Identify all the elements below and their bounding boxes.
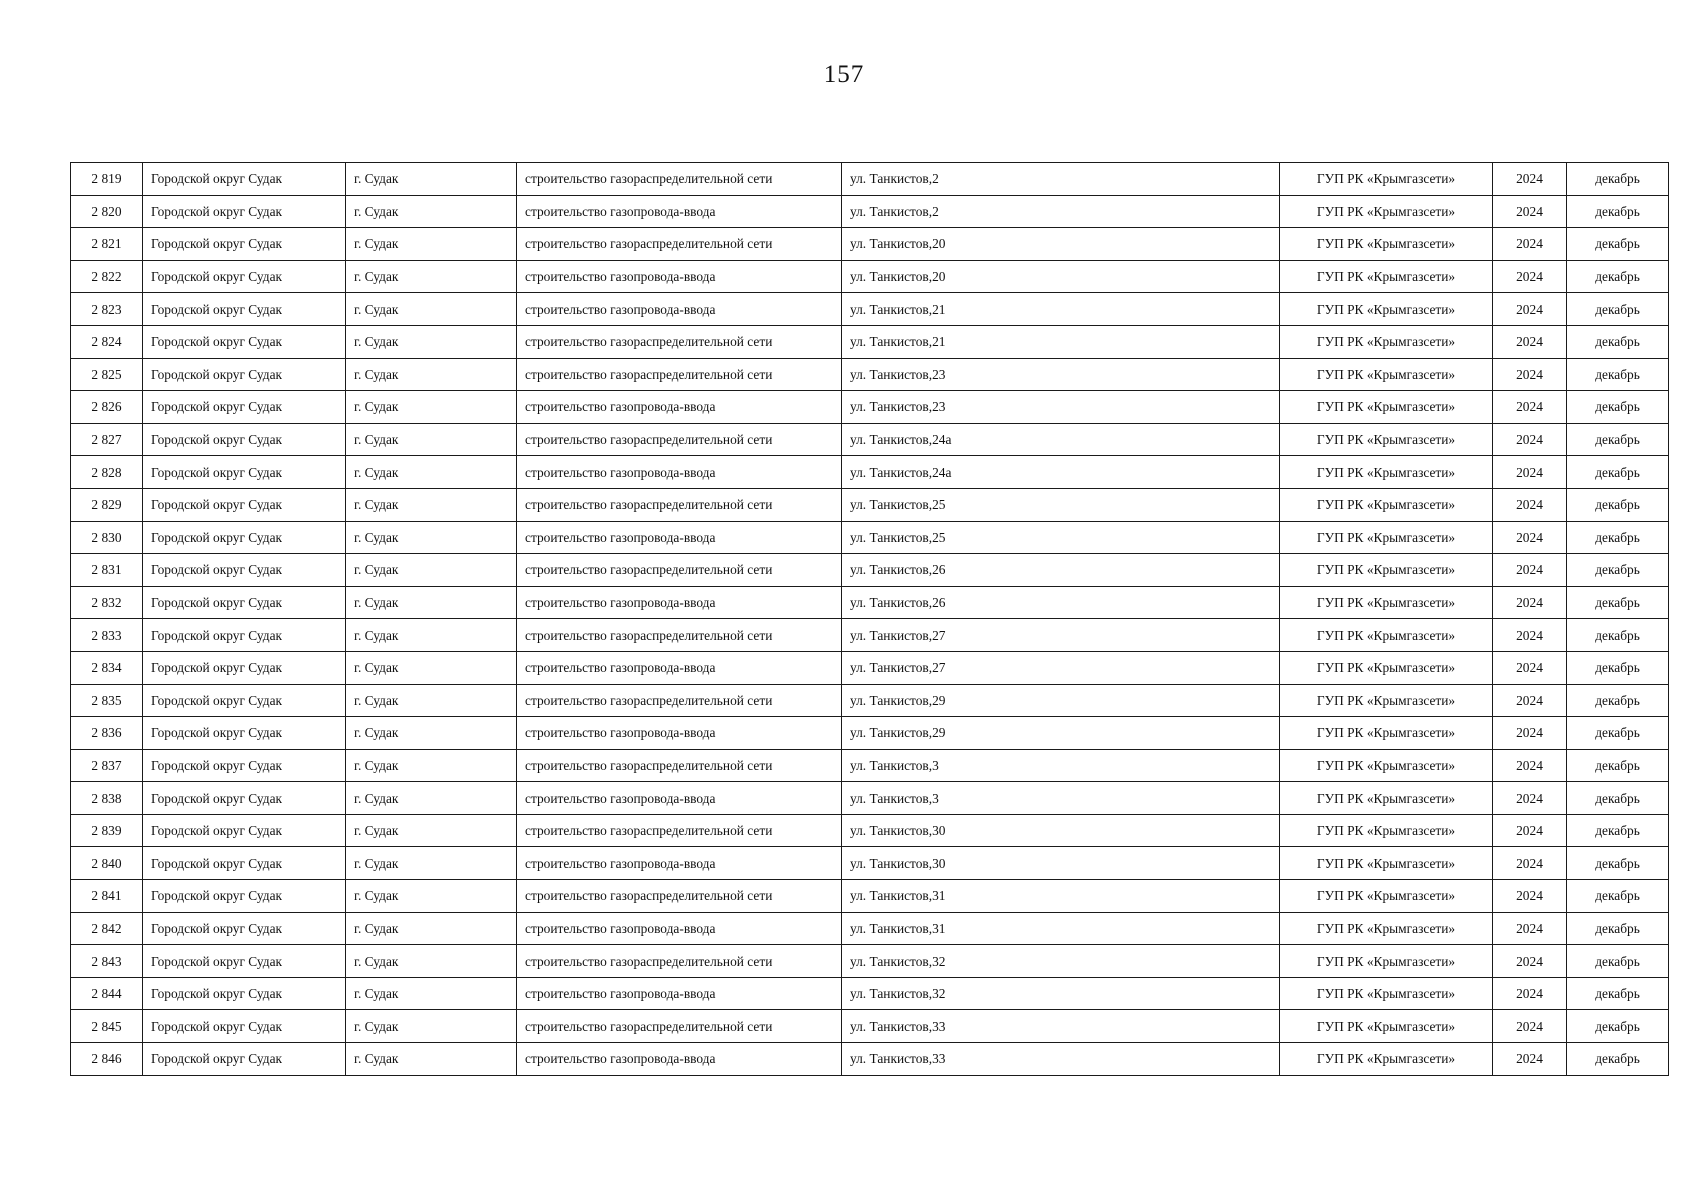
table-row [71, 684, 1669, 717]
district-cell: Городской округ Судак [143, 456, 346, 489]
year-cell: 2024 [1493, 912, 1567, 945]
table-row [71, 619, 1669, 652]
address-cell: ул. Танкистов,20 [842, 228, 1280, 261]
year-cell: 2024 [1493, 488, 1567, 521]
work-type-cell: строительство газораспределительной сети [517, 1010, 842, 1043]
address-cell: ул. Танкистов,3 [842, 749, 1280, 782]
table-row [71, 521, 1669, 554]
table-row [71, 977, 1669, 1010]
work-type-cell: строительство газопровода-ввода [517, 456, 842, 489]
table-row [71, 195, 1669, 228]
address-cell: ул. Танкистов,25 [842, 521, 1280, 554]
table-row [71, 586, 1669, 619]
organization-cell: ГУП РК «Крымгазсети» [1280, 358, 1493, 391]
district-cell: Городской округ Судак [143, 945, 346, 978]
organization-cell: ГУП РК «Крымгазсети» [1280, 195, 1493, 228]
district-cell: Городской округ Судак [143, 814, 346, 847]
address-cell: ул. Танкистов,23 [842, 358, 1280, 391]
month-cell: декабрь [1567, 782, 1669, 815]
settlement-cell: г. Судак [346, 880, 517, 913]
month-cell: декабрь [1567, 684, 1669, 717]
address-cell: ул. Танкистов,21 [842, 325, 1280, 358]
table-row [71, 163, 1669, 196]
month-cell: декабрь [1567, 651, 1669, 684]
settlement-cell: г. Судак [346, 456, 517, 489]
month-cell: декабрь [1567, 456, 1669, 489]
page-number: 157 [823, 61, 865, 88]
row-number-cell: 2 838 [71, 782, 143, 815]
table-row [71, 814, 1669, 847]
address-cell: ул. Танкистов,20 [842, 260, 1280, 293]
work-type-cell: строительство газопровода-ввода [517, 293, 842, 326]
organization-cell: ГУП РК «Крымгазсети» [1280, 684, 1493, 717]
work-type-cell: строительство газораспределительной сети [517, 163, 842, 196]
work-type-cell: строительство газораспределительной сети [517, 423, 842, 456]
work-type-cell: строительство газопровода-ввода [517, 586, 842, 619]
month-cell: декабрь [1567, 163, 1669, 196]
year-cell: 2024 [1493, 293, 1567, 326]
year-cell: 2024 [1493, 651, 1567, 684]
row-number-cell: 2 828 [71, 456, 143, 489]
table-row [71, 488, 1669, 521]
month-cell: декабрь [1567, 358, 1669, 391]
row-number-cell: 2 834 [71, 651, 143, 684]
month-cell: декабрь [1567, 880, 1669, 913]
district-cell: Городской округ Судак [143, 684, 346, 717]
address-cell: ул. Танкистов,33 [842, 1010, 1280, 1043]
district-cell: Городской округ Судак [143, 325, 346, 358]
work-type-cell: строительство газопровода-ввода [517, 977, 842, 1010]
table-row [71, 293, 1669, 326]
work-type-cell: строительство газопровода-ввода [517, 651, 842, 684]
year-cell: 2024 [1493, 814, 1567, 847]
address-cell: ул. Танкистов,2 [842, 163, 1280, 196]
settlement-cell: г. Судак [346, 912, 517, 945]
organization-cell: ГУП РК «Крымгазсети» [1280, 260, 1493, 293]
month-cell: декабрь [1567, 325, 1669, 358]
year-cell: 2024 [1493, 456, 1567, 489]
district-cell: Городской округ Судак [143, 651, 346, 684]
work-type-cell: строительство газораспределительной сети [517, 749, 842, 782]
settlement-cell: г. Судак [346, 1043, 517, 1076]
year-cell: 2024 [1493, 847, 1567, 880]
year-cell: 2024 [1493, 1010, 1567, 1043]
work-type-cell: строительство газораспределительной сети [517, 554, 842, 587]
year-cell: 2024 [1493, 619, 1567, 652]
row-number-cell: 2 832 [71, 586, 143, 619]
month-cell: декабрь [1567, 1043, 1669, 1076]
organization-cell: ГУП РК «Крымгазсети» [1280, 814, 1493, 847]
settlement-cell: г. Судак [346, 684, 517, 717]
settlement-cell: г. Судак [346, 488, 517, 521]
row-number-cell: 2 824 [71, 325, 143, 358]
address-cell: ул. Танкистов,27 [842, 651, 1280, 684]
organization-cell: ГУП РК «Крымгазсети» [1280, 586, 1493, 619]
row-number-cell: 2 822 [71, 260, 143, 293]
month-cell: декабрь [1567, 847, 1669, 880]
month-cell: декабрь [1567, 586, 1669, 619]
settlement-cell: г. Судак [346, 521, 517, 554]
address-cell: ул. Танкистов,30 [842, 847, 1280, 880]
month-cell: декабрь [1567, 619, 1669, 652]
month-cell: декабрь [1567, 293, 1669, 326]
year-cell: 2024 [1493, 554, 1567, 587]
table-row [71, 945, 1669, 978]
row-number-cell: 2 846 [71, 1043, 143, 1076]
address-cell: ул. Танкистов,3 [842, 782, 1280, 815]
table-row [71, 260, 1669, 293]
table-row [71, 847, 1669, 880]
district-cell: Городской округ Судак [143, 260, 346, 293]
table-row [71, 325, 1669, 358]
year-cell: 2024 [1493, 586, 1567, 619]
row-number-cell: 2 833 [71, 619, 143, 652]
year-cell: 2024 [1493, 749, 1567, 782]
year-cell: 2024 [1493, 163, 1567, 196]
month-cell: декабрь [1567, 717, 1669, 750]
organization-cell: ГУП РК «Крымгазсети» [1280, 880, 1493, 913]
district-cell: Городской округ Судак [143, 423, 346, 456]
month-cell: декабрь [1567, 423, 1669, 456]
table-row [71, 749, 1669, 782]
row-number-cell: 2 831 [71, 554, 143, 587]
work-type-cell: строительство газораспределительной сети [517, 358, 842, 391]
table-row [71, 1010, 1669, 1043]
district-cell: Городской округ Судак [143, 912, 346, 945]
year-cell: 2024 [1493, 782, 1567, 815]
row-number-cell: 2 845 [71, 1010, 143, 1043]
settlement-cell: г. Судак [346, 586, 517, 619]
organization-cell: ГУП РК «Крымгазсети» [1280, 977, 1493, 1010]
address-cell: ул. Танкистов,29 [842, 684, 1280, 717]
month-cell: декабрь [1567, 488, 1669, 521]
settlement-cell: г. Судак [346, 554, 517, 587]
settlement-cell: г. Судак [346, 423, 517, 456]
address-cell: ул. Танкистов,32 [842, 977, 1280, 1010]
row-number-cell: 2 821 [71, 228, 143, 261]
work-type-cell: строительство газопровода-ввода [517, 260, 842, 293]
organization-cell: ГУП РК «Крымгазсети» [1280, 1010, 1493, 1043]
row-number-cell: 2 843 [71, 945, 143, 978]
organization-cell: ГУП РК «Крымгазсети» [1280, 651, 1493, 684]
row-number-cell: 2 823 [71, 293, 143, 326]
year-cell: 2024 [1493, 880, 1567, 913]
year-cell: 2024 [1493, 358, 1567, 391]
work-type-cell: строительство газопровода-ввода [517, 717, 842, 750]
organization-cell: ГУП РК «Крымгазсети» [1280, 945, 1493, 978]
settlement-cell: г. Судак [346, 977, 517, 1010]
month-cell: декабрь [1567, 977, 1669, 1010]
work-type-cell: строительство газораспределительной сети [517, 814, 842, 847]
organization-cell: ГУП РК «Крымгазсети» [1280, 619, 1493, 652]
district-cell: Городской округ Судак [143, 195, 346, 228]
month-cell: декабрь [1567, 521, 1669, 554]
table-row [71, 912, 1669, 945]
address-cell: ул. Танкистов,31 [842, 880, 1280, 913]
work-type-cell: строительство газопровода-ввода [517, 521, 842, 554]
year-cell: 2024 [1493, 977, 1567, 1010]
settlement-cell: г. Судак [346, 782, 517, 815]
work-type-cell: строительство газораспределительной сети [517, 325, 842, 358]
settlement-cell: г. Судак [346, 391, 517, 424]
work-type-cell: строительство газораспределительной сети [517, 945, 842, 978]
settlement-cell: г. Судак [346, 814, 517, 847]
settlement-cell: г. Судак [346, 325, 517, 358]
organization-cell: ГУП РК «Крымгазсети» [1280, 554, 1493, 587]
work-type-cell: строительство газопровода-ввода [517, 847, 842, 880]
work-type-cell: строительство газораспределительной сети [517, 880, 842, 913]
registry-table [70, 162, 1669, 1076]
work-type-cell: строительство газораспределительной сети [517, 488, 842, 521]
year-cell: 2024 [1493, 521, 1567, 554]
address-cell: ул. Танкистов,27 [842, 619, 1280, 652]
row-number-cell: 2 836 [71, 717, 143, 750]
table-row [71, 228, 1669, 261]
month-cell: декабрь [1567, 749, 1669, 782]
row-number-cell: 2 839 [71, 814, 143, 847]
table-row [71, 717, 1669, 750]
district-cell: Городской округ Судак [143, 782, 346, 815]
district-cell: Городской округ Судак [143, 717, 346, 750]
month-cell: декабрь [1567, 814, 1669, 847]
registry-table-body [71, 163, 1669, 1076]
settlement-cell: г. Судак [346, 1010, 517, 1043]
district-cell: Городской округ Судак [143, 619, 346, 652]
address-cell: ул. Танкистов,24а [842, 456, 1280, 489]
settlement-cell: г. Судак [346, 358, 517, 391]
row-number-cell: 2 825 [71, 358, 143, 391]
district-cell: Городской округ Судак [143, 358, 346, 391]
organization-cell: ГУП РК «Крымгазсети» [1280, 456, 1493, 489]
district-cell: Городской округ Судак [143, 391, 346, 424]
month-cell: декабрь [1567, 228, 1669, 261]
year-cell: 2024 [1493, 325, 1567, 358]
district-cell: Городской округ Судак [143, 488, 346, 521]
row-number-cell: 2 826 [71, 391, 143, 424]
address-cell: ул. Танкистов,32 [842, 945, 1280, 978]
month-cell: декабрь [1567, 912, 1669, 945]
year-cell: 2024 [1493, 1043, 1567, 1076]
settlement-cell: г. Судак [346, 228, 517, 261]
organization-cell: ГУП РК «Крымгазсети» [1280, 717, 1493, 750]
address-cell: ул. Танкистов,21 [842, 293, 1280, 326]
settlement-cell: г. Судак [346, 651, 517, 684]
month-cell: декабрь [1567, 945, 1669, 978]
address-cell: ул. Танкистов,29 [842, 717, 1280, 750]
work-type-cell: строительство газораспределительной сети [517, 684, 842, 717]
work-type-cell: строительство газораспределительной сети [517, 228, 842, 261]
row-number-cell: 2 820 [71, 195, 143, 228]
work-type-cell: строительство газораспределительной сети [517, 619, 842, 652]
settlement-cell: г. Судак [346, 945, 517, 978]
year-cell: 2024 [1493, 717, 1567, 750]
district-cell: Городской округ Судак [143, 1010, 346, 1043]
work-type-cell: строительство газопровода-ввода [517, 391, 842, 424]
row-number-cell: 2 835 [71, 684, 143, 717]
settlement-cell: г. Судак [346, 847, 517, 880]
table-row [71, 782, 1669, 815]
work-type-cell: строительство газопровода-ввода [517, 1043, 842, 1076]
district-cell: Городской округ Судак [143, 163, 346, 196]
district-cell: Городской округ Судак [143, 977, 346, 1010]
district-cell: Городской округ Судак [143, 749, 346, 782]
table-row [71, 651, 1669, 684]
settlement-cell: г. Судак [346, 619, 517, 652]
year-cell: 2024 [1493, 684, 1567, 717]
settlement-cell: г. Судак [346, 749, 517, 782]
work-type-cell: строительство газопровода-ввода [517, 912, 842, 945]
organization-cell: ГУП РК «Крымгазсети» [1280, 423, 1493, 456]
organization-cell: ГУП РК «Крымгазсети» [1280, 847, 1493, 880]
table-row [71, 554, 1669, 587]
year-cell: 2024 [1493, 228, 1567, 261]
settlement-cell: г. Судак [346, 163, 517, 196]
organization-cell: ГУП РК «Крымгазсети» [1280, 163, 1493, 196]
month-cell: декабрь [1567, 554, 1669, 587]
table-row [71, 1043, 1669, 1076]
work-type-cell: строительство газопровода-ввода [517, 782, 842, 815]
table-row [71, 880, 1669, 913]
district-cell: Городской округ Судак [143, 521, 346, 554]
district-cell: Городской округ Судак [143, 847, 346, 880]
month-cell: декабрь [1567, 1010, 1669, 1043]
address-cell: ул. Танкистов,24а [842, 423, 1280, 456]
organization-cell: ГУП РК «Крымгазсети» [1280, 749, 1493, 782]
year-cell: 2024 [1493, 195, 1567, 228]
address-cell: ул. Танкистов,26 [842, 586, 1280, 619]
organization-cell: ГУП РК «Крымгазсети» [1280, 1043, 1493, 1076]
address-cell: ул. Танкистов,31 [842, 912, 1280, 945]
table-row [71, 456, 1669, 489]
table-row [71, 358, 1669, 391]
organization-cell: ГУП РК «Крымгазсети» [1280, 293, 1493, 326]
row-number-cell: 2 840 [71, 847, 143, 880]
table-row [71, 391, 1669, 424]
district-cell: Городской округ Судак [143, 586, 346, 619]
row-number-cell: 2 841 [71, 880, 143, 913]
organization-cell: ГУП РК «Крымгазсети» [1280, 488, 1493, 521]
row-number-cell: 2 830 [71, 521, 143, 554]
row-number-cell: 2 844 [71, 977, 143, 1010]
organization-cell: ГУП РК «Крымгазсети» [1280, 228, 1493, 261]
district-cell: Городской округ Судак [143, 554, 346, 587]
month-cell: декабрь [1567, 195, 1669, 228]
organization-cell: ГУП РК «Крымгазсети» [1280, 325, 1493, 358]
work-type-cell: строительство газопровода-ввода [517, 195, 842, 228]
year-cell: 2024 [1493, 260, 1567, 293]
district-cell: Городской округ Судак [143, 880, 346, 913]
settlement-cell: г. Судак [346, 260, 517, 293]
year-cell: 2024 [1493, 423, 1567, 456]
district-cell: Городской округ Судак [143, 1043, 346, 1076]
organization-cell: ГУП РК «Крымгазсети» [1280, 912, 1493, 945]
row-number-cell: 2 837 [71, 749, 143, 782]
district-cell: Городской округ Судак [143, 293, 346, 326]
settlement-cell: г. Судак [346, 717, 517, 750]
address-cell: ул. Танкистов,25 [842, 488, 1280, 521]
settlement-cell: г. Судак [346, 195, 517, 228]
address-cell: ул. Танкистов,23 [842, 391, 1280, 424]
row-number-cell: 2 842 [71, 912, 143, 945]
year-cell: 2024 [1493, 391, 1567, 424]
organization-cell: ГУП РК «Крымгазсети» [1280, 782, 1493, 815]
row-number-cell: 2 829 [71, 488, 143, 521]
month-cell: декабрь [1567, 260, 1669, 293]
address-cell: ул. Танкистов,26 [842, 554, 1280, 587]
address-cell: ул. Танкистов,30 [842, 814, 1280, 847]
district-cell: Городской округ Судак [143, 228, 346, 261]
address-cell: ул. Танкистов,2 [842, 195, 1280, 228]
organization-cell: ГУП РК «Крымгазсети» [1280, 391, 1493, 424]
address-cell: ул. Танкистов,33 [842, 1043, 1280, 1076]
settlement-cell: г. Судак [346, 293, 517, 326]
year-cell: 2024 [1493, 945, 1567, 978]
row-number-cell: 2 827 [71, 423, 143, 456]
month-cell: декабрь [1567, 391, 1669, 424]
organization-cell: ГУП РК «Крымгазсети» [1280, 521, 1493, 554]
row-number-cell: 2 819 [71, 163, 143, 196]
table-row [71, 423, 1669, 456]
